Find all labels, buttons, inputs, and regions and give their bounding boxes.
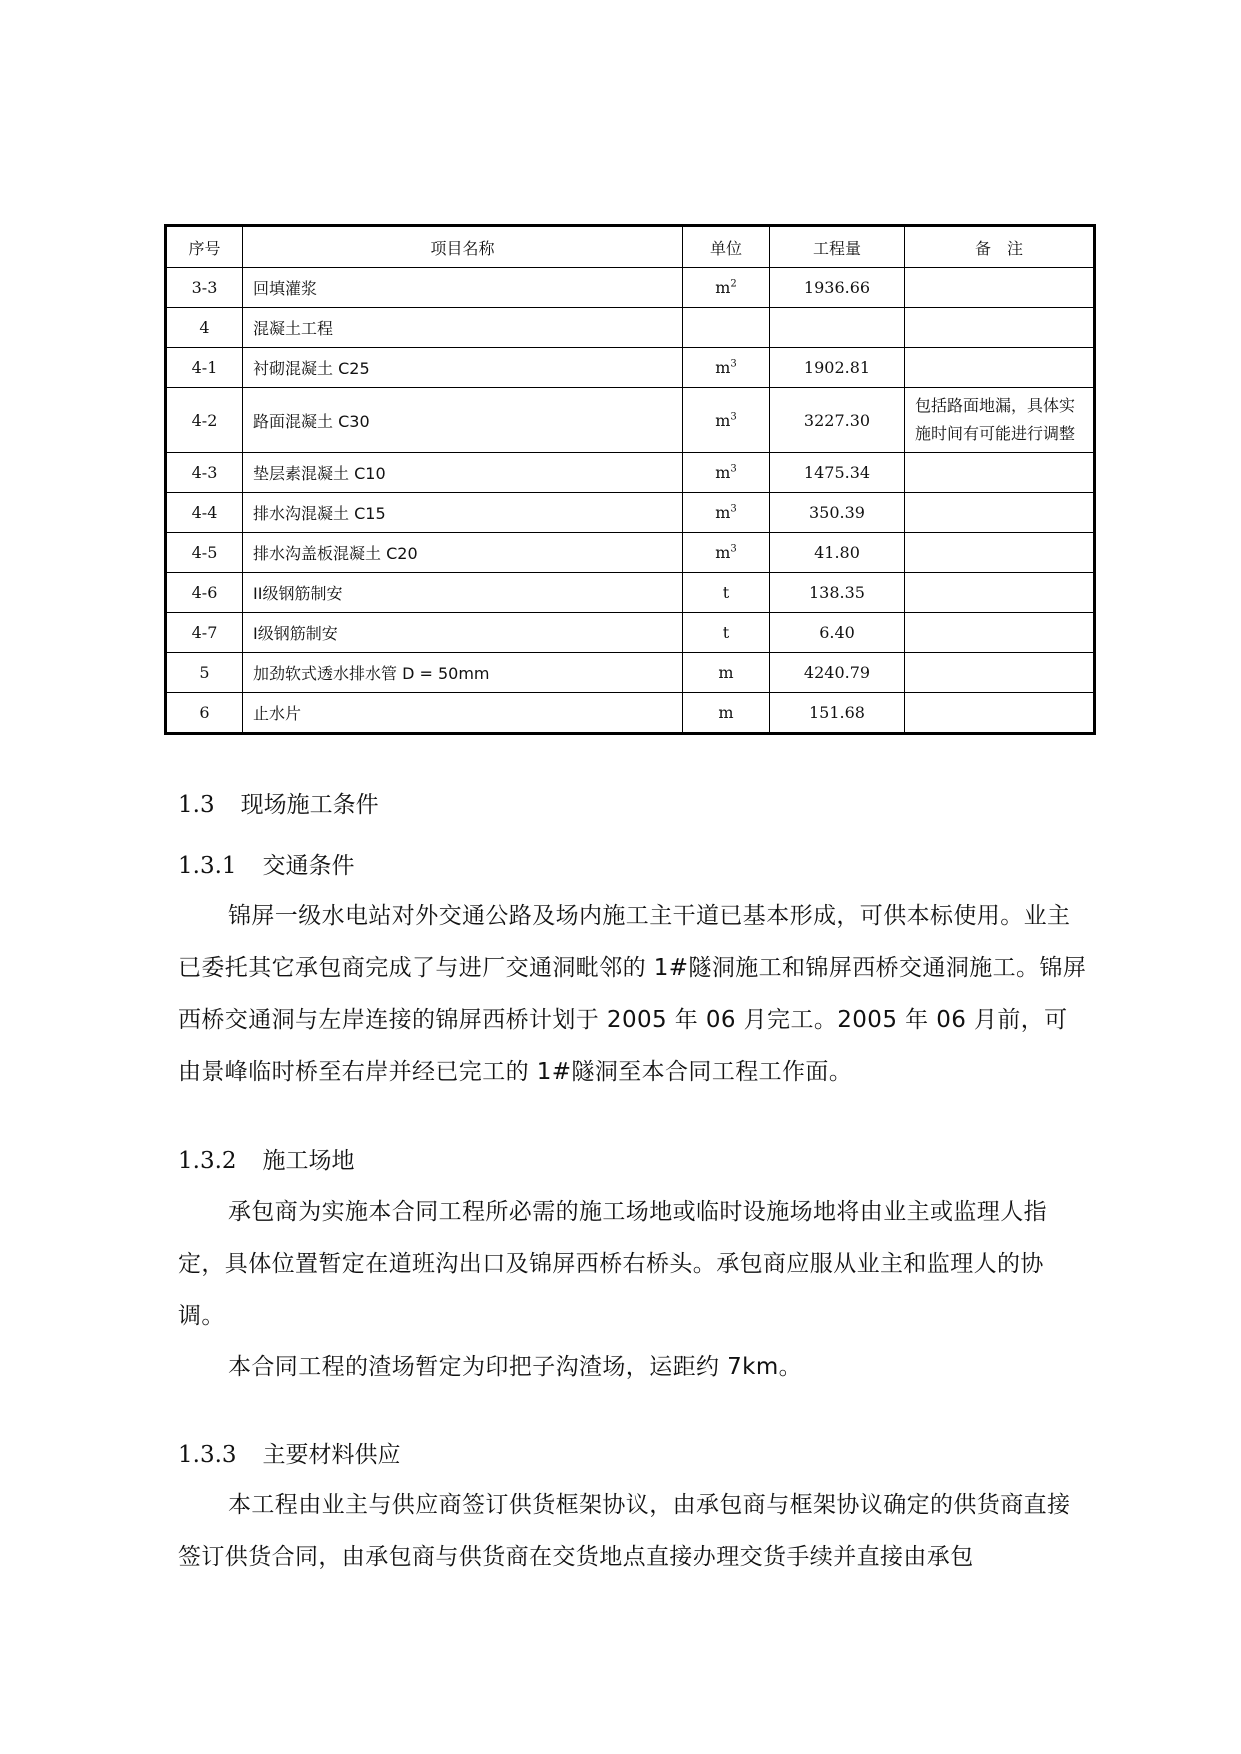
unit-base: t <box>722 623 730 642</box>
cell-quantity: 6.40 <box>770 613 905 653</box>
unit-base: m <box>715 410 731 430</box>
table-row <box>166 613 1095 653</box>
table-row <box>166 493 1095 533</box>
cell-remarks <box>905 308 1095 348</box>
cell-remarks <box>905 573 1095 613</box>
table-row <box>166 533 1095 573</box>
cell-unit <box>683 693 770 734</box>
cell-no: 4 <box>166 308 243 348</box>
cell-quantity: 151.68 <box>770 693 905 734</box>
unit-base: t <box>722 583 730 602</box>
cell-unit <box>683 453 770 493</box>
cell-no: 4-2 <box>166 388 243 453</box>
paragraph-materials: 本工程由业主与供应商签订供货框架协议，由承包商与框架协议确定的供货商直接签订供货合同，由承包商与供货商在交货地点直接办理交货手续并直接由承包 <box>178 1492 1071 1570</box>
paragraph-traffic: 锦屏一级水电站对外交通公路及场内施工主干道已基本形成，可供本标使用。业主已委托其它承包商完成了与进厂交通洞毗邻的 1#隧洞施工和锦屏西桥交通洞施工。锦屏西桥交通洞与左岸连接的锦屏西桥计划于 2005 年 06 月完工。2005 年 06 月前，可由景峰临时桥至右岸并经已完工的 1#隧洞至本合同工程工作面。 <box>178 903 1087 1085</box>
cell-unit <box>683 348 770 388</box>
table-row <box>166 573 1095 613</box>
unit-base: m <box>715 358 731 377</box>
cell-remarks <box>905 493 1095 533</box>
cell-remarks <box>905 268 1095 308</box>
section-heading-1-3-1: 1.3.1 交通条件 <box>178 853 355 879</box>
cell-quantity: 1475.34 <box>770 453 905 493</box>
cell-quantity: 138.35 <box>770 573 905 613</box>
unit-base: m <box>718 663 734 682</box>
unit-superscript: 3 <box>730 543 737 555</box>
cell-item-name: II级钢筋制安 <box>243 573 683 613</box>
table-row <box>166 268 1095 308</box>
cell-unit <box>683 573 770 613</box>
section-heading-1-3-2: 1.3.2 施工场地 <box>178 1148 355 1174</box>
unit-base: m <box>715 463 731 482</box>
header-no: 序号 <box>166 226 243 268</box>
table-row <box>166 653 1095 693</box>
cell-item-name: 回填灌浆 <box>243 268 683 308</box>
table-row <box>166 388 1095 453</box>
cell-no: 6 <box>166 693 243 734</box>
cell-remarks <box>905 348 1095 388</box>
cell-item-name: 加劲软式透水排水管 D = 50mm <box>243 653 683 693</box>
cell-quantity: 1936.66 <box>770 268 905 308</box>
cell-item-name: 垫层素混凝土 C10 <box>243 453 683 493</box>
unit-superscript: 3 <box>730 358 737 370</box>
unit-base: m <box>715 278 731 297</box>
table-row <box>166 308 1095 348</box>
section-heading-1-3: 1.3 现场施工条件 <box>178 792 379 818</box>
paragraph-site: 承包商为实施本合同工程所必需的施工场地或临时设施场地将由业主或监理人指定，具体位置暂定在道班沟出口及锦屏西桥右桥头。承包商应服从业主和监理人的协调。 <box>178 1199 1047 1329</box>
cell-quantity <box>770 308 905 348</box>
cell-unit <box>683 613 770 653</box>
unit-base: m <box>715 503 731 522</box>
cell-item-name: 排水沟混凝土 C15 <box>243 493 683 533</box>
cell-unit <box>683 388 770 453</box>
cell-item-name: 止水片 <box>243 693 683 734</box>
cell-no: 4-4 <box>166 493 243 533</box>
header-remarks: 备 注 <box>905 226 1095 268</box>
header-item-name: 项目名称 <box>243 226 683 268</box>
cell-remarks <box>905 453 1095 493</box>
quantities-table <box>164 224 1096 735</box>
cell-quantity: 4240.79 <box>770 653 905 693</box>
cell-unit <box>683 268 770 308</box>
unit-superscript: 3 <box>730 463 737 475</box>
cell-unit <box>683 533 770 573</box>
cell-no: 4-6 <box>166 573 243 613</box>
cell-item-name: 混凝土工程 <box>243 308 683 348</box>
header-unit: 单位 <box>683 226 770 268</box>
cell-item-name: I级钢筋制安 <box>243 613 683 653</box>
paragraph-spoil-area: 本合同工程的渣场暂定为印把子沟渣场，运距约 7km。 <box>228 1354 803 1380</box>
cell-unit <box>683 308 770 348</box>
unit-superscript: 3 <box>730 411 737 423</box>
cell-quantity: 41.80 <box>770 533 905 573</box>
table-row <box>166 453 1095 493</box>
table-header-row <box>166 226 1095 268</box>
cell-remarks <box>905 613 1095 653</box>
cell-item-name: 路面混凝土 C30 <box>243 388 683 453</box>
unit-base: m <box>715 543 731 562</box>
cell-no: 3-3 <box>166 268 243 308</box>
cell-item-name: 衬砌混凝土 C25 <box>243 348 683 388</box>
cell-quantity: 1902.81 <box>770 348 905 388</box>
section-heading-1-3-3: 1.3.3 主要材料供应 <box>178 1442 401 1468</box>
cell-unit <box>683 653 770 693</box>
cell-no: 4-7 <box>166 613 243 653</box>
header-quantity: 工程量 <box>770 226 905 268</box>
cell-quantity: 350.39 <box>770 493 905 533</box>
cell-remarks <box>905 533 1095 573</box>
cell-item-name: 排水沟盖板混凝土 C20 <box>243 533 683 573</box>
cell-remarks <box>905 693 1095 734</box>
cell-remarks: 包括路面地漏，具体实施时间有可能进行调整 <box>905 388 1095 453</box>
cell-no: 4-5 <box>166 533 243 573</box>
cell-quantity: 3227.30 <box>770 388 905 453</box>
cell-no: 4-3 <box>166 453 243 493</box>
cell-no: 4-1 <box>166 348 243 388</box>
unit-superscript: 3 <box>730 503 737 515</box>
cell-no: 5 <box>166 653 243 693</box>
table-row <box>166 693 1095 734</box>
table-row <box>166 348 1095 388</box>
unit-superscript: 2 <box>730 278 737 290</box>
cell-remarks <box>905 653 1095 693</box>
unit-base: m <box>718 703 734 722</box>
cell-unit <box>683 493 770 533</box>
